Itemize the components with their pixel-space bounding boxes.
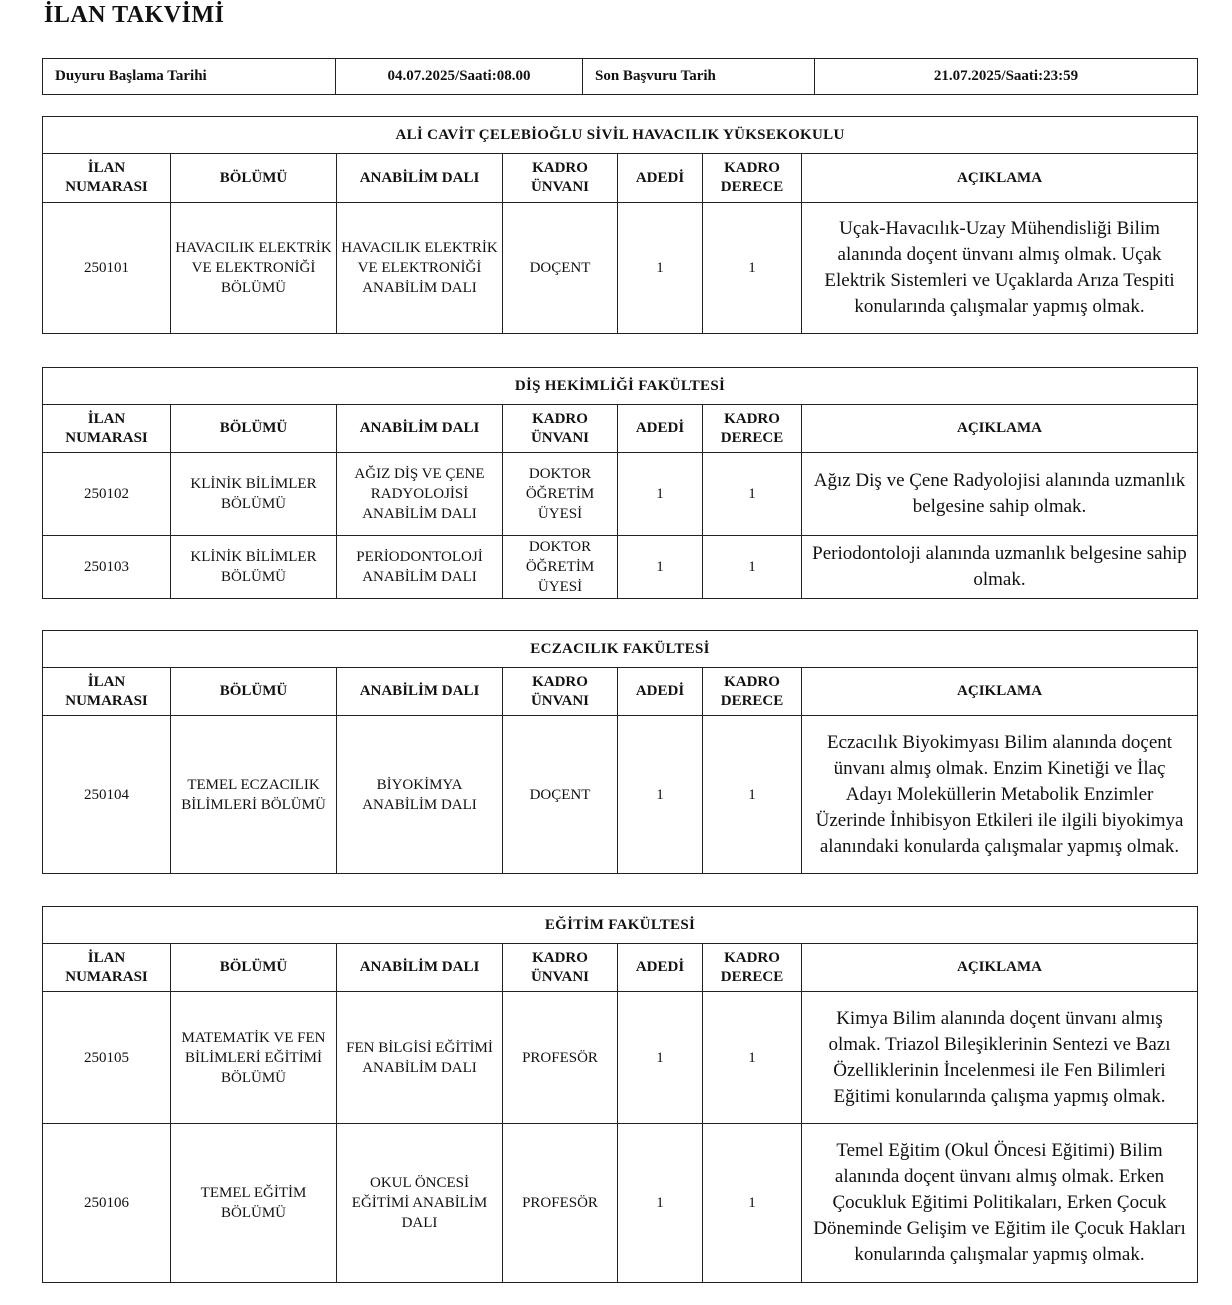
header-ilan-numarasi: İLAN NUMARASI: [43, 405, 171, 453]
header-anabilim-dali: ANABİLİM DALI: [337, 154, 503, 203]
table-row: [43, 536, 1198, 599]
table-row: [43, 453, 1198, 536]
cell-aciklama: Eczacılık Biyokimyası Bilim alanında doçent ünvanı almış olmak. Enzim Kinetiği ve İlaç Adayı Moleküllerin Metabolik Enzimler Üzerinde İnhibisyon Etkileri ile ilgili biyokimya alanındaki konularda çalışmalar yapmış olmak.: [802, 716, 1198, 874]
header-ilan-numarasi: İLAN NUMARASI: [43, 668, 171, 716]
header-bolumu: BÖLÜMÜ: [171, 405, 337, 453]
cell-kadro-derece: 1: [703, 992, 802, 1124]
unit-title: ECZACILIK FAKÜLTESİ: [43, 631, 1198, 668]
cell-bolumu: KLİNİK BİLİMLER BÖLÜMÜ: [171, 453, 337, 536]
cell-kadro-unvani: PROFESÖR: [503, 992, 618, 1124]
cell-ilan-numarasi: 250106: [43, 1124, 171, 1283]
cell-aciklama: Temel Eğitim (Okul Öncesi Eğitimi) Bilim alanında doçent ünvanı almış olmak. Erken Çocukluk Eğitimi Politikaları, Erken Çocuk Döneminde Gelişim ve Eğitim ile Çocuk Hakları konularında çalışmalar yapmış olmak.: [802, 1124, 1198, 1283]
cell-adedi: 1: [618, 453, 703, 536]
cell-ilan-numarasi: 250105: [43, 992, 171, 1124]
header-anabilim-dali: ANABİLİM DALI: [337, 668, 503, 716]
start-date-label: Duyuru Başlama Tarihi: [43, 59, 336, 95]
table-row: [43, 1124, 1198, 1283]
header-kadro-derece: KADRO DERECE: [703, 405, 802, 453]
cell-adedi: 1: [618, 992, 703, 1124]
cell-kadro-unvani: PROFESÖR: [503, 1124, 618, 1283]
cell-aciklama: Kimya Bilim alanında doçent ünvanı almış olmak. Triazol Bileşiklerinin Sentezi ve Bazı Özelliklerinin İncelenmesi ile Fen Bilimleri Eğitimi konularında çalışma yapmış olmak.: [802, 992, 1198, 1124]
cell-ilan-numarasi: 250102: [43, 453, 171, 536]
header-adedi: ADEDİ: [618, 154, 703, 203]
cell-ilan-numarasi: 250101: [43, 203, 171, 334]
header-row: [43, 405, 1198, 453]
schedule-table: [42, 58, 1198, 95]
cell-aciklama: Uçak-Havacılık-Uzay Mühendisliği Bilim alanında doçent ünvanı almış olmak. Uçak Elektrik Sistemleri ve Uçaklarda Arıza Tespiti konularında çalışmalar yapmış olmak.: [802, 203, 1198, 334]
cell-anabilim-dali: FEN BİLGİSİ EĞİTİMİ ANABİLİM DALI: [337, 992, 503, 1124]
cell-adedi: 1: [618, 536, 703, 599]
cell-anabilim-dali: PERİODONTOLOJİ ANABİLİM DALI: [337, 536, 503, 599]
header-row: [43, 668, 1198, 716]
header-aciklama: AÇIKLAMA: [802, 154, 1198, 203]
unit-title: ALİ CAVİT ÇELEBİOĞLU SİVİL HAVACILIK YÜKSEKOKULU: [43, 117, 1198, 154]
cell-bolumu: TEMEL ECZACILIK BİLİMLERİ BÖLÜMÜ: [171, 716, 337, 874]
header-bolumu: BÖLÜMÜ: [171, 944, 337, 992]
cell-adedi: 1: [618, 203, 703, 334]
header-aciklama: AÇIKLAMA: [802, 405, 1198, 453]
cell-aciklama: Ağız Diş ve Çene Radyolojisi alanında uzmanlık belgesine sahip olmak.: [802, 453, 1198, 536]
unit-table: [42, 116, 1198, 334]
unit-table: [42, 906, 1198, 1283]
header-kadro-derece: KADRO DERECE: [703, 154, 802, 203]
cell-anabilim-dali: OKUL ÖNCESİ EĞİTİMİ ANABİLİM DALI: [337, 1124, 503, 1283]
header-anabilim-dali: ANABİLİM DALI: [337, 405, 503, 453]
cell-bolumu: KLİNİK BİLİMLER BÖLÜMÜ: [171, 536, 337, 599]
cell-adedi: 1: [618, 1124, 703, 1283]
header-kadro-unvani: KADRO ÜNVANI: [503, 944, 618, 992]
end-date-value: 21.07.2025/Saati:23:59: [815, 59, 1198, 95]
header-row: [43, 944, 1198, 992]
cell-kadro-derece: 1: [703, 453, 802, 536]
header-anabilim-dali: ANABİLİM DALI: [337, 944, 503, 992]
unit-title: DİŞ HEKİMLİĞİ FAKÜLTESİ: [43, 368, 1198, 405]
header-aciklama: AÇIKLAMA: [802, 944, 1198, 992]
cell-aciklama: Periodontoloji alanında uzmanlık belgesine sahip olmak.: [802, 536, 1198, 599]
header-bolumu: BÖLÜMÜ: [171, 668, 337, 716]
unit-title: EĞİTİM FAKÜLTESİ: [43, 907, 1198, 944]
header-ilan-numarasi: İLAN NUMARASI: [43, 944, 171, 992]
table-row: [43, 203, 1198, 334]
header-kadro-unvani: KADRO ÜNVANI: [503, 405, 618, 453]
cell-anabilim-dali: BİYOKİMYA ANABİLİM DALI: [337, 716, 503, 874]
cell-kadro-derece: 1: [703, 536, 802, 599]
header-bolumu: BÖLÜMÜ: [171, 154, 337, 203]
cell-kadro-derece: 1: [703, 716, 802, 874]
cell-ilan-numarasi: 250103: [43, 536, 171, 599]
cell-anabilim-dali: AĞIZ DİŞ VE ÇENE RADYOLOJİSİ ANABİLİM DALI: [337, 453, 503, 536]
header-adedi: ADEDİ: [618, 405, 703, 453]
end-date-label: Son Başvuru Tarih: [583, 59, 815, 95]
cell-anabilim-dali: HAVACILIK ELEKTRİK VE ELEKTRONİĞİ ANABİLİM DALI: [337, 203, 503, 334]
cell-kadro-derece: 1: [703, 1124, 802, 1283]
cell-kadro-unvani: DOÇENT: [503, 716, 618, 874]
header-adedi: ADEDİ: [618, 944, 703, 992]
table-row: [43, 992, 1198, 1124]
header-row: [43, 154, 1198, 203]
cell-ilan-numarasi: 250104: [43, 716, 171, 874]
header-kadro-derece: KADRO DERECE: [703, 944, 802, 992]
cell-adedi: 1: [618, 716, 703, 874]
header-kadro-unvani: KADRO ÜNVANI: [503, 668, 618, 716]
header-kadro-derece: KADRO DERECE: [703, 668, 802, 716]
unit-table: [42, 630, 1198, 874]
header-adedi: ADEDİ: [618, 668, 703, 716]
cell-bolumu: MATEMATİK VE FEN BİLİMLERİ EĞİTİMİ BÖLÜMÜ: [171, 992, 337, 1124]
cell-kadro-derece: 1: [703, 203, 802, 334]
cell-kadro-unvani: DOKTOR ÖĞRETİM ÜYESİ: [503, 536, 618, 599]
cell-bolumu: HAVACILIK ELEKTRİK VE ELEKTRONİĞİ BÖLÜMÜ: [171, 203, 337, 334]
cell-kadro-unvani: DOÇENT: [503, 203, 618, 334]
start-date-value: 04.07.2025/Saati:08.00: [336, 59, 583, 95]
header-aciklama: AÇIKLAMA: [802, 668, 1198, 716]
unit-table: [42, 367, 1198, 599]
cell-kadro-unvani: DOKTOR ÖĞRETİM ÜYESİ: [503, 453, 618, 536]
table-row: [43, 716, 1198, 874]
cell-bolumu: TEMEL EĞİTİM BÖLÜMÜ: [171, 1124, 337, 1283]
header-ilan-numarasi: İLAN NUMARASI: [43, 154, 171, 203]
page-title: İLAN TAKVİMİ: [44, 2, 225, 28]
header-kadro-unvani: KADRO ÜNVANI: [503, 154, 618, 203]
